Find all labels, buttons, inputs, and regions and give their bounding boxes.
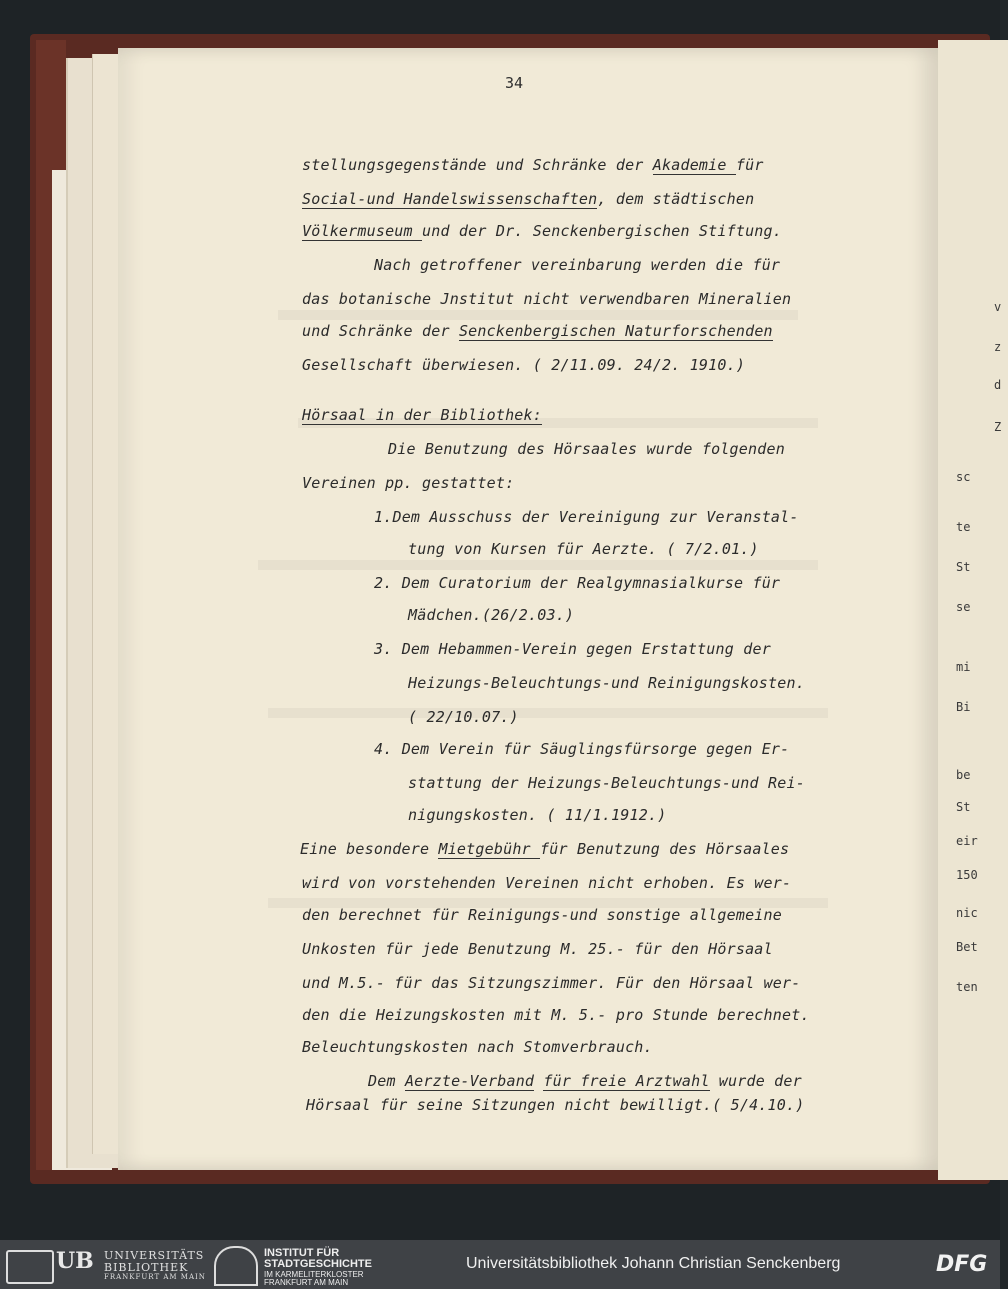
ub-logo-line1: UNIVERSITÄTS [104, 1249, 205, 1262]
text-segment: Gesellschaft überwiesen. ( 2/11.09. 24/2. 1910.) [302, 356, 746, 374]
ub-emblem-icon [6, 1250, 54, 1284]
text-segment: Die Benutzung des Hörsaales wurde folgenden [388, 440, 785, 458]
isg-emblem-icon [214, 1246, 258, 1286]
facing-page-text: 150 [956, 868, 978, 882]
bleed-through [278, 310, 798, 320]
text-line [302, 406, 542, 424]
text-segment: Dem [368, 1072, 405, 1090]
text-segment: 1.Dem Ausschuss der Vereinigung zur Veranstal- [374, 508, 799, 526]
isg-logo-line4: FRANKFURT AM MAIN [264, 1278, 349, 1287]
text-segment: Mädchen.(26/2.03.) [408, 606, 575, 624]
text-line [302, 290, 791, 308]
text-line [408, 606, 574, 624]
text-segment: 2. Dem Curatorium der Realgymnasialkurse für [374, 574, 781, 592]
facing-page-text: eir [956, 834, 978, 848]
text-segment: den berechnet für Reinigungs-und sonstige allgemeine [302, 906, 782, 924]
text-line [302, 1006, 810, 1024]
text-segment: für [735, 156, 764, 174]
isg-logo-line3: IM KARMELITERKLOSTER [264, 1270, 364, 1279]
ub-logo-line2: BIBLIOTHEK [104, 1261, 189, 1274]
footer-bar [0, 1240, 1000, 1289]
underlined-text: Mietgebühr [438, 840, 541, 858]
text-line [408, 540, 759, 558]
text-line [302, 222, 782, 240]
text-line [300, 840, 789, 858]
text-line [374, 740, 789, 758]
bleed-through [258, 560, 818, 570]
text-line [302, 974, 800, 992]
text-line [302, 356, 745, 374]
text-line [302, 322, 773, 340]
text-line [302, 874, 791, 892]
text-line [408, 774, 805, 792]
text-segment: ( 22/10.07.) [408, 708, 519, 726]
text-line [302, 1038, 653, 1056]
text-line [368, 1072, 802, 1090]
underlined-text: für freie Arztwahl [543, 1072, 710, 1090]
facing-page-text: v [994, 300, 1002, 314]
ub-logo-mark: UB [56, 1248, 94, 1274]
page-number: 34 [505, 74, 524, 92]
isg-logo-line2: STADTGESCHICHTE [264, 1258, 372, 1270]
facing-page-text: z [994, 340, 1002, 354]
underlined-text: Social-und Handelswissenschaften [302, 190, 598, 208]
text-line [302, 474, 514, 492]
text-segment: stattung der Heizungs-Beleuchtungs-und Rei- [408, 774, 805, 792]
facing-page-text: Bet [956, 940, 978, 954]
facing-page-text: be [956, 768, 971, 782]
ub-logo[interactable] [6, 1248, 206, 1282]
facing-page-text: se [956, 600, 971, 614]
facing-page-text: ten [956, 980, 978, 994]
underlined-text: Völkermuseum [302, 222, 422, 240]
text-segment: Eine besondere [300, 840, 439, 858]
text-segment: und Schränke der [302, 322, 459, 340]
text-segment: Nach getroffener vereinbarung werden die für [374, 256, 781, 274]
text-segment: den die Heizungskosten mit M. 5.- pro Stunde berechnet. [302, 1006, 810, 1024]
text-line [302, 190, 754, 208]
isg-logo-line1: INSTITUT FÜR [264, 1247, 340, 1259]
text-segment: das botanische Jnstitut nicht verwendbaren Mineralien [302, 290, 792, 308]
text-segment: und der Dr. Senckenbergischen Stiftung. [422, 222, 782, 240]
text-segment: Heizungs-Beleuchtungs-und Reinigungskosten. [408, 674, 805, 692]
text-line [388, 440, 785, 458]
text-segment: Beleuchtungskosten nach Stomverbrauch. [302, 1038, 653, 1056]
text-line [408, 806, 666, 824]
underlined-text: Akademie [652, 156, 736, 174]
text-segment: und M.5.- für das Sitzungszimmer. Für den Hörsaal wer- [302, 974, 801, 992]
facing-page-text: Z [994, 420, 1002, 434]
text-segment: , dem städtischen [597, 190, 755, 208]
text-segment: tung von Kursen für Aerzte. ( 7/2.01.) [408, 540, 759, 558]
text-segment: stellungsgegenstände und Schränke der [302, 156, 653, 174]
text-segment: wurde der [709, 1072, 802, 1090]
facing-page-text: St [956, 560, 971, 574]
facing-page-text: mi [956, 660, 971, 674]
text-line [306, 1096, 804, 1114]
underlined-text: Senckenbergischen Naturforschenden [458, 322, 773, 340]
text-segment: wird von vorstehenden Vereinen nicht erhoben. Es wer- [302, 874, 792, 892]
text-line [302, 906, 782, 924]
library-name[interactable]: Universitätsbibliothek Johann Christian Senckenberg [466, 1255, 841, 1272]
text-segment: 4. Dem Verein für Säuglingsfürsorge gegen Er- [374, 740, 790, 758]
text-line [374, 508, 799, 526]
text-line [374, 256, 780, 274]
underlined-text: Aerzte-Verband [404, 1072, 535, 1090]
text-line [408, 674, 805, 692]
bleed-through [268, 708, 828, 718]
text-line [302, 940, 773, 958]
text-segment: Unkosten für jede Benutzung M. 25.- für den Hörsaal [302, 940, 773, 958]
facing-page-text: d [994, 378, 1002, 392]
text-segment: Hörsaal für seine Sitzungen nicht bewilligt.( 5/4.10.) [306, 1096, 805, 1114]
text-line [374, 574, 780, 592]
facing-page-text: sc [956, 470, 971, 484]
facing-page-text: St [956, 800, 971, 814]
facing-page-text: nic [956, 906, 978, 920]
text-segment: Vereinen pp. gestattet: [302, 474, 515, 492]
text-line [302, 156, 764, 174]
text-segment: nigungskosten. ( 11/1.1912.) [408, 806, 667, 824]
dfg-logo[interactable]: DFG [936, 1252, 988, 1277]
text-segment: für Benutzung des Hörsaales [540, 840, 790, 858]
text-line [408, 708, 519, 726]
text-segment: 3. Dem Hebammen-Verein gegen Erstattung der [374, 640, 771, 658]
ub-logo-line3: FRANKFURT AM MAIN [104, 1273, 206, 1281]
facing-page-fragment [938, 40, 1008, 1180]
text-line [374, 640, 771, 658]
facing-page-text: Bi [956, 700, 971, 714]
facing-page-text: te [956, 520, 971, 534]
underlined-text: Hörsaal in der Bibliothek: [302, 406, 542, 424]
